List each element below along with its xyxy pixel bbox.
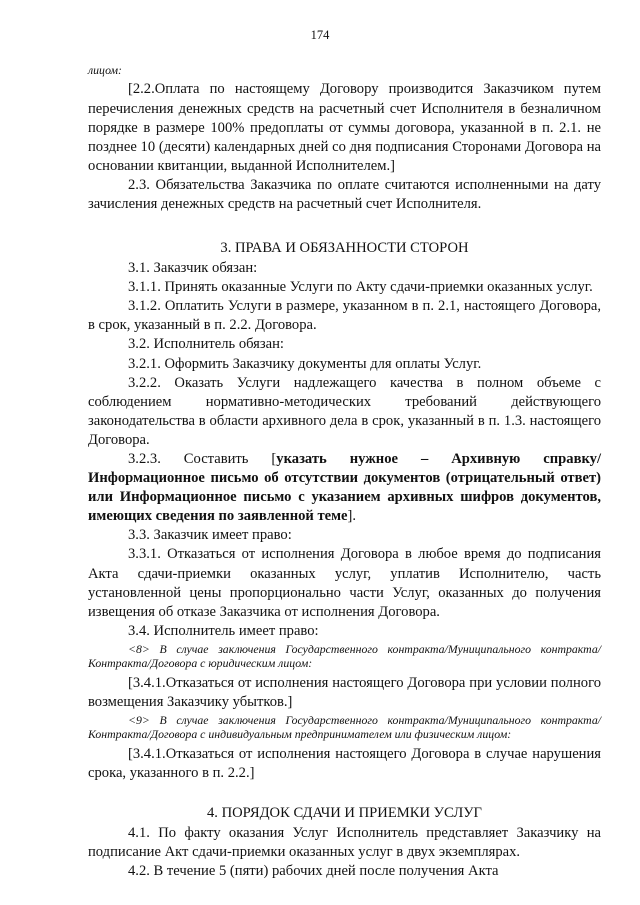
clause-3-3: 3.3. Заказчик имеет право: bbox=[128, 527, 292, 544]
footnote-8: <8> В случае заключения Государственного контракта/Муниципального контракта/Контракта/Договора с юридическим лицом: bbox=[88, 641, 601, 671]
footnote-9: <9> В случае заключения Государственного контракта/Муниципального контракта/Контракта/Договора с индивидуальным предпринимателем или физическим лицом: bbox=[88, 712, 601, 742]
clause-3-2-2: 3.2.2. Оказать Услуги надлежащего качества в полном объеме с соблюдением нормативно-методических требований действующего законодательства в области архивного дела в срок, указанный в п. 1.3. настоящего Договора. bbox=[88, 374, 601, 448]
clause-3-2: 3.2. Исполнитель обязан: bbox=[128, 336, 284, 353]
clause-3-1-1: 3.1.1. Принять оказанные Услуги по Акту сдачи-приемки оказанных услуг. bbox=[128, 279, 593, 296]
document-body bbox=[88, 62, 601, 881]
clause-2-3: 2.3. Обязательства Заказчика по оплате считаются исполненными на дату зачисления денежных средств на расчетный счет Исполнителя. bbox=[88, 176, 601, 212]
clause-3-1: 3.1. Заказчик обязан: bbox=[128, 260, 258, 277]
clause-2-2: [2.2.Оплата по настоящему Договору производится Заказчиком путем перечисления денежных средств на расчетный счет Исполнителя в безналичном порядке в размере 100% предоплаты от суммы договора, указанной в п. 2.1. не позднее 10 (десяти) календарных дней со дня подписания Сторонами Договора на основании квитанции, выданной Исполнителем.] bbox=[88, 81, 601, 174]
clause-3-3-1: 3.3.1. Отказаться от исполнения Договора в любое время до подписания Акта сдачи-приемки оказанных услуг, уплатив Исполнителю, часть установленной цены пропорционально части Услуг, оказанных до получения извещения об отказе Заказчика от исполнения Договора. bbox=[88, 546, 601, 620]
page-number: 174 bbox=[310, 28, 330, 42]
clause-3-4-1-individual: [3.4.1.Отказаться от исполнения настоящего Договора в случае нарушения срока, указанного в п. 2.2.] bbox=[88, 745, 601, 781]
clause-3-1-2: 3.1.2. Оплатить Услуги в размере, указанном в п. 2.1, настоящего Договора, в срок, указанный в п. 2.2. Договора. bbox=[88, 298, 601, 334]
clause-3-2-3-placeholder: указать нужное – Архивную справку/Информационное письмо об отсутствии документов (отрицательный ответ) или Информационное письмо с указанием архивных шифров документов, имеющих сведения по заявленной теме bbox=[88, 451, 602, 525]
section-heading-3: 3. ПРАВА И ОБЯЗАННОСТИ СТОРОН bbox=[220, 240, 469, 257]
clause-3-2-3-suffix: ]. bbox=[347, 508, 357, 525]
clause-3-4: 3.4. Исполнитель имеет право: bbox=[128, 622, 319, 639]
clause-3-2-3-prefix: 3.2.3. Составить [ bbox=[128, 451, 277, 467]
section-heading-4: 4. ПОРЯДОК СДАЧИ И ПРИЕМКИ УСЛУГ bbox=[207, 804, 482, 821]
clause-3-2-1: 3.2.1. Оформить Заказчику документы для оплаты Услуг. bbox=[128, 355, 482, 372]
clause-4-2: 4.2. В течение 5 (пяти) рабочих дней после получения Акта bbox=[128, 863, 499, 880]
note-continuation: лицом: bbox=[88, 63, 122, 77]
clause-3-2-3 bbox=[88, 450, 601, 526]
clause-3-4-1-legal-entity: [3.4.1.Отказаться от исполнения настоящего Договора при условии полного возмещения Заказчику убытков.] bbox=[88, 674, 601, 710]
clause-4-1: 4.1. По факту оказания Услуг Исполнитель представляет Заказчику на подписание Акт сдачи-приемки оказанных услуг в двух экземплярах. bbox=[88, 824, 601, 861]
